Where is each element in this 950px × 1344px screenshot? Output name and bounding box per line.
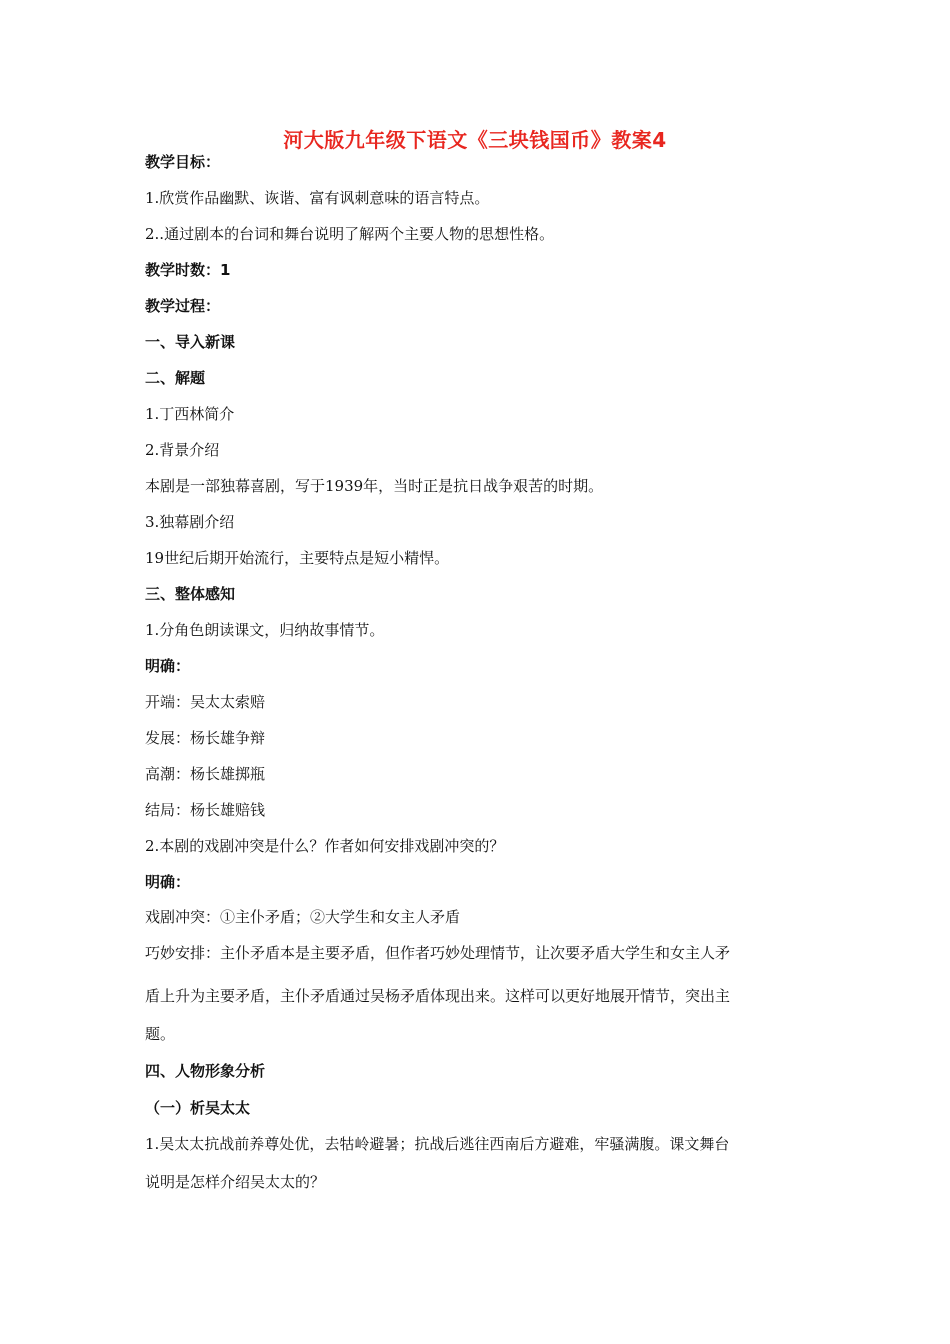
text-line: 教学目标： bbox=[145, 153, 221, 171]
text-line: 盾上升为主要矛盾，主仆矛盾通过吴杨矛盾体现出来。这样可以更好地展开情节，突出主 bbox=[145, 987, 731, 1005]
text-line: 高潮：杨长雄掷瓶 bbox=[145, 765, 266, 783]
text-line: 1.吴太太抗战前养尊处优，去牯岭避暑；抗战后逃往西南后方避难，牢骚满腹。课文舞台 bbox=[145, 1135, 730, 1153]
document-title: 河大版九年级下语文《三块钱国币》教案4 bbox=[283, 128, 667, 152]
section-heading: 二、解题 bbox=[145, 369, 206, 387]
section-heading: 一、导入新课 bbox=[145, 333, 236, 351]
subsection-heading: （一）析吴太太 bbox=[145, 1099, 251, 1117]
section-heading: 三、整体感知 bbox=[145, 585, 236, 603]
text-line: 结局：杨长雄赔钱 bbox=[145, 801, 266, 819]
text-line: 2..通过剧本的台词和舞台说明了解两个主要人物的思想性格。 bbox=[145, 225, 555, 243]
text-line: 19世纪后期开始流行，主要特点是短小精悍。 bbox=[145, 549, 450, 567]
text-line: 发展：杨长雄争辩 bbox=[145, 729, 266, 747]
text-line: 1.丁西林简介 bbox=[145, 405, 235, 423]
text-line: 戏剧冲突：①主仆矛盾；②大学生和女主人矛盾 bbox=[145, 908, 461, 926]
text-line: 题。 bbox=[145, 1025, 176, 1043]
text-line: 教学过程： bbox=[145, 297, 221, 315]
text-line: 明确： bbox=[145, 873, 191, 891]
section-heading: 四、人物形象分析 bbox=[145, 1062, 266, 1080]
text-line: 说明是怎样介绍吴太太的？ bbox=[145, 1173, 326, 1191]
text-line: 1.欣赏作品幽默、诙谐、富有讽刺意味的语言特点。 bbox=[145, 189, 490, 207]
text-line: 明确： bbox=[145, 657, 191, 675]
text-line: 1.分角色朗读课文，归纳故事情节。 bbox=[145, 621, 385, 639]
text-line: 2.本剧的戏剧冲突是什么？作者如何安排戏剧冲突的？ bbox=[145, 837, 505, 855]
text-line: 巧妙安排：主仆矛盾本是主要矛盾，但作者巧妙处理情节，让次要矛盾大学生和女主人矛 bbox=[145, 944, 731, 962]
text-line: 3.独幕剧介绍 bbox=[145, 513, 235, 531]
text-line: 2.背景介绍 bbox=[145, 441, 220, 459]
text-line: 开端：吴太太索赔 bbox=[145, 693, 266, 711]
text-line: 本剧是一部独幕喜剧，写于1939年，当时正是抗日战争艰苦的时期。 bbox=[145, 477, 604, 495]
text-line: 教学时数：1 bbox=[145, 261, 231, 279]
